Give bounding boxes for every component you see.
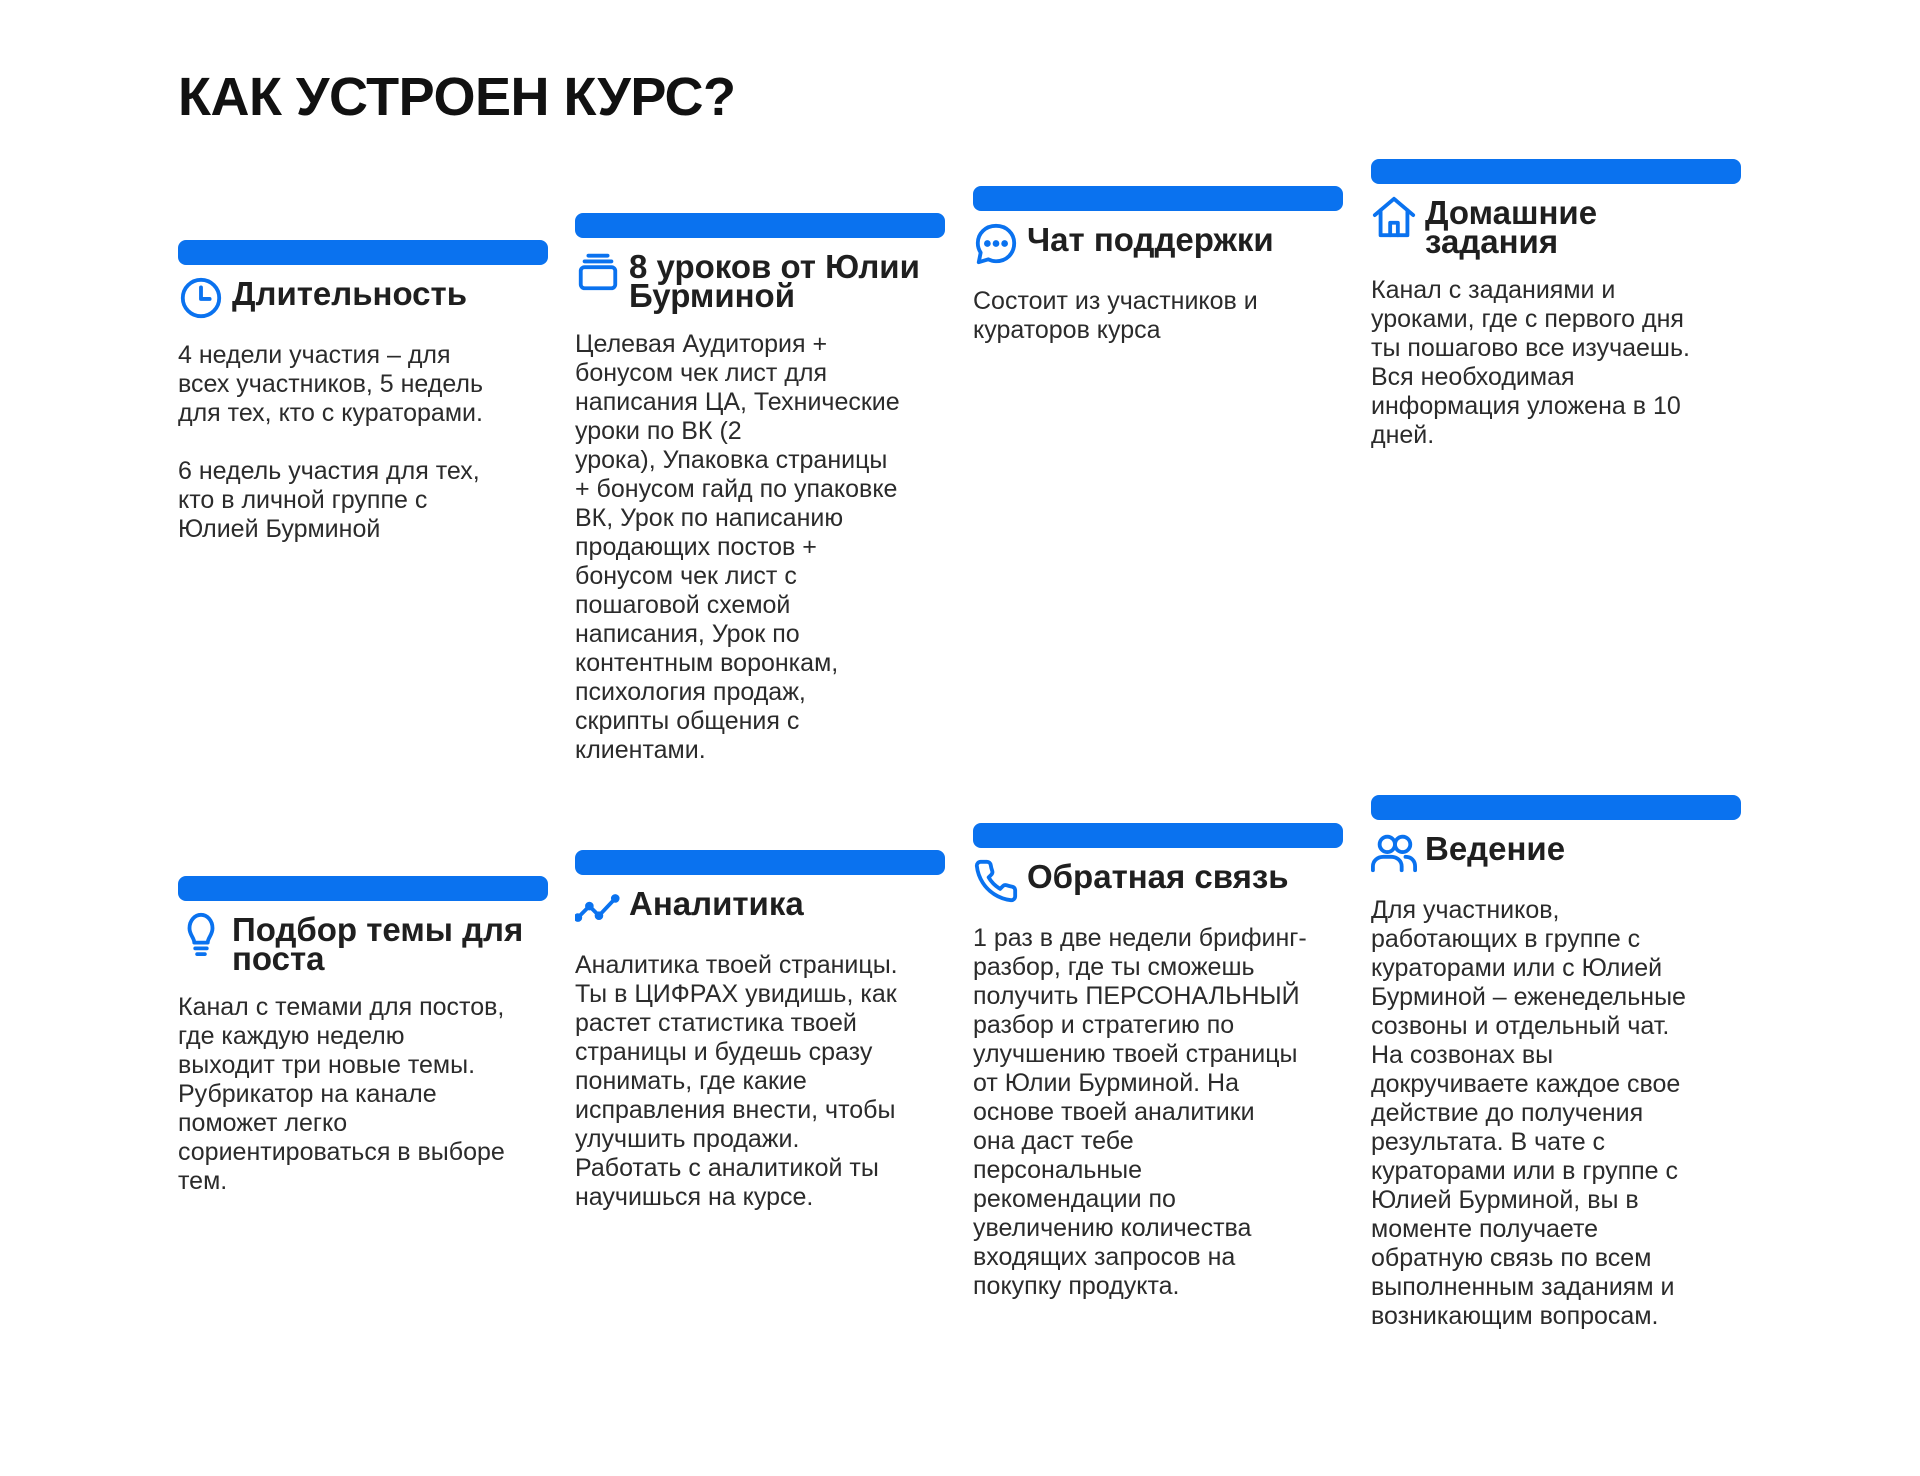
card-header <box>973 221 1343 267</box>
card-text: Канал с темами для постов, где каждую неделю выходит три новые темы. Рубрикатор на канале поможет легко сориентироваться в выборе тем. <box>178 993 505 1195</box>
card-accent-bar <box>575 213 945 238</box>
card-accent-bar <box>973 186 1343 211</box>
card-title: Ведение <box>1425 830 1566 867</box>
card-header <box>575 248 945 314</box>
card-accent-bar <box>178 876 548 901</box>
card-accent-bar <box>178 240 548 265</box>
card-text: 1 раз в две недели брифинг- разбор, где ты сможешь получить ПЕРСОНАЛЬНЫЙ разбор и стратегию по улучшению твоей страницы от Юлии Бурминой. На основе твоей аналитики она даст тебе персональные рекомендации по увеличению количества входящих запросов на покупку продукта. <box>973 924 1307 1300</box>
users-icon <box>1371 830 1417 876</box>
card-text: Аналитика твоей страницы. Ты в ЦИФРАХ увидишь, как растет статистика твоей страницы и будешь сразу понимать, где какие исправления внести, чтобы улучшить продажи. Работать с аналитикой ты научишься на курсе. <box>575 951 898 1211</box>
card-mentoring <box>1371 795 1741 1331</box>
card-analytics <box>575 850 945 1212</box>
card-text: Целевая Аудитория + бонусом чек лист для написания ЦА, Технические уроки по ВК (2 урока), Упаковка страницы + бонусом гайд по упаковке ВК, Урок по написанию продающих постов + бонусом чек лист с пошаговой схемой написания, Урок по контентным воронкам, психология продаж, скрипты общения с клиентами. <box>575 330 900 764</box>
card-header <box>178 275 548 321</box>
clock-icon <box>178 275 224 321</box>
card-title: Обратная связь <box>1027 858 1289 895</box>
card-header <box>178 911 548 977</box>
card-title: Длительность <box>232 275 467 312</box>
card-duration <box>178 240 548 544</box>
card-header <box>1371 830 1741 876</box>
card-feedback <box>973 823 1343 1301</box>
card-title: Аналитика <box>629 885 804 922</box>
home-icon <box>1371 194 1417 240</box>
phone-icon <box>973 858 1019 904</box>
card-accent-bar <box>1371 159 1741 184</box>
lightbulb-icon <box>178 911 224 957</box>
card-header <box>1371 194 1741 260</box>
analytics-icon <box>575 885 621 931</box>
card-title: Подбор темы для поста <box>232 911 524 977</box>
lessons-icon <box>575 248 621 294</box>
card-text: Для участников, работающих в группе с кураторами или с Юлией Бурминой – еженедельные созвоны и отдельный чат. На созвонах вы докручиваете каждое свое действие до получения результата. В чате с кураторами или в группе с Юлией Бурминой, вы в моменте получаете обратную связь по всем выполненным заданиям и возникающим вопросам. <box>1371 896 1686 1330</box>
card-lessons <box>575 213 945 765</box>
card-text: 4 недели участия – для всех участников, 5 недель для тех, кто с кураторами. 6 недель участия для тех, кто в личной группе с Юлией Бурминой <box>178 341 484 543</box>
card-accent-bar <box>1371 795 1741 820</box>
card-support-chat <box>973 186 1343 345</box>
card-title: 8 уроков от Юлии Бурминой <box>629 248 920 314</box>
card-header <box>575 885 945 931</box>
card-header <box>973 858 1343 904</box>
page-title: КАК УСТРОЕН КУРС? <box>178 67 736 127</box>
card-homework <box>1371 159 1741 450</box>
card-title: Домашние задания <box>1425 194 1598 260</box>
card-text: Состоит из участников и кураторов курса <box>973 287 1258 344</box>
card-accent-bar <box>575 850 945 875</box>
card-accent-bar <box>973 823 1343 848</box>
chat-icon <box>973 221 1019 267</box>
card-topic-selection <box>178 876 548 1196</box>
card-title: Чат поддержки <box>1027 221 1274 258</box>
card-text: Канал с заданиями и уроками, где с первого дня ты пошагово все изучаешь. Вся необходимая информация уложена в 10 дней. <box>1371 276 1690 449</box>
